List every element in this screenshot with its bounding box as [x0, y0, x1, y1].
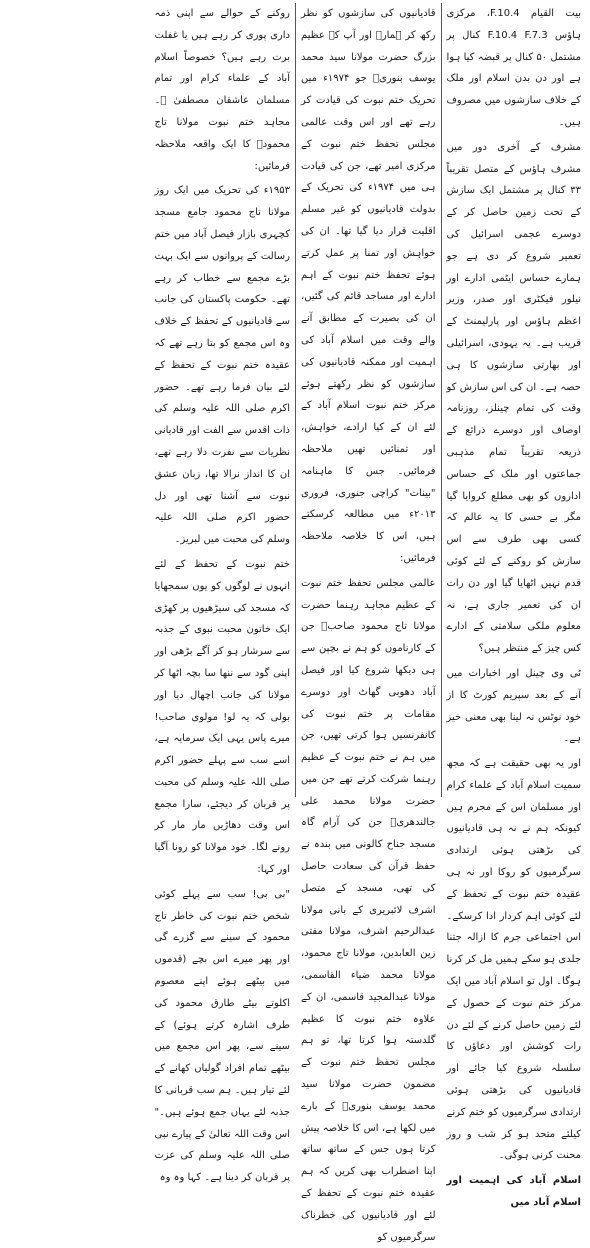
paragraph: ٹی وی چینل اور اخبارات میں آنے کے بعد سپریم کورٹ کا از خود نوٹس نہ لینا بھی معنی خیز ہے۔	[446, 667, 581, 745]
paragraph: مشرف کے آخری دور میں مشرف ہاؤس کے متصل تقریباً ۳۳ کنال پر مشتمل ایک سازش کے تحت زمین حاصل کر کے دوسرے عجمی اسرائیل کی تعمیر شروع کر دی ہے جو ہمارے حساس ایٹمی ادارے اور نیلور فیکٹری اور صدر، وزیر اعظم ہاؤس اور پارلیمنٹ کے قریب ہے۔ یہ یہودی، اسرائیلی اور بھارتی سازشوں کا ہی حصہ ہے۔ ان کی اس سازش کو وقت کی تمام چینلز، روزنامہ اوصاف اور دوسرے ذرائع کے ذریعہ تقریباً تمام مذہبی جماعتوں اور ملک کے حساس اداروں کو بھی مطلع کروایا گیا مگر بے حسی کا یہ عالم کہ کسی بھی طرف سے اس سازش کو روکنے کے لئے کوئی قدم نہیں اٹھایا گیا اور دن رات ان کی تعمیر جاری ہے، نہ معلوم ملکی سلامتی کے ادارے کس چیز کے منتظر ہیں؟	[446, 141, 581, 655]
paragraph: "بی بی! سب سے پہلے کوئی شخص ختم نبوت کی خاطر تاج محمود کے سینے سے گزرے گی اور پھر میرے اس بچے (قدموں میں بیٹھے ہوئے اپنے معصوم اکلوتے بیٹے طارق محمود کی طرف اشارہ کرتے ہوئے) کے سینے سے، پھر اس مجمع میں بیٹھے تمام افراد گولیاں کھانے کے لئے تیار ہیں۔ ہم سب قربانی کا جذبہ لئے یہاں جمع ہوئے ہیں۔" اس وقت اللہ تعالیٰ کے پیارے نبی صلی اللہ علیہ وسلم کی عزت پر قربان کر دینا ہے۔ کہا وہ وہ	[154, 888, 290, 1184]
section-heading: اسلام آباد کی اہمیت اور اسلام آباد میں	[446, 1175, 581, 1209]
paragraph: ۱۹۵۳ء کی تحریک میں ایک روز مولانا تاج محمود جامع مسجد کچہری بازار فیصل آباد میں ختم رسالت کے پروانوں سے ایک بہت بڑے مجمع سے خطاب کر رہے تھے۔ حکومت پاکستان کی جانب سے قادیانیوں کے تحفظ کے خلاف وہ اس مجمع کو بتا رہے تھے کہ عقیدہ ختم نبوت کے تحفظ کے لئے بیان فرما رہے تھے۔ حضور اکرم صلی اللہ علیہ وسلم کی ذات اقدس سے الفت اور قادیانی نظریات سے نفرت دلا رہے تھے، ان کا انداز نرالا تھا، زبان عشق نبوت سے آشنا تھی اور دل حضور اکرم صلی اللہ علیہ وسلم کی محبت میں لبریز۔	[154, 185, 290, 546]
paragraph: بیت القیام F.10.4، مرکزی ہاؤس F.10.4 F.7.3 کنال پر مشتمل ۵۰ کنال پر قبضہ کیا ہوا ہے اور دن بدن اسلام اور ملک کے خلاف سازشوں میں مصروف ہیں۔	[446, 8, 582, 128]
paragraph: روکنے کے حوالے سے اپنی ذمہ داری پوری کر رہے ہیں یا غفلت برت رہے ہیں؟ خصوصاً اسلام آباد کے علماء کرام اور تمام مسلمان عاشقان مصطفیٰ ﷺ۔ مجاہد ختم نبوت مولانا تاج محمودؒ کا ایک واقعہ ملاحظہ فرمائیں:	[154, 8, 290, 172]
paragraph: ختم نبوت کے تحفظ کے لئے انہوں نے لوگوں کو یوں سمجھایا کہ مسجد کی سیڑھیوں پر کھڑی ایک خاتون محبت نبوی کے جذبہ سے سرشار ہو کر آگے بڑھی اور اپنی گود سے ننھا سا بچہ اٹھا کر مولانا کی جانب اچھال دیا اور بولی کہ یہ لو! مولوی صاحب! میرے پاس یہی ایک سرمایہ ہے، اسے سب سے پہلے حضور اکرم صلی اللہ علیہ وسلم کی محبت پر قربان کر دیجئے، سارا مجمع اس وقت دھاڑیں مار مار کر رونے لگا۔ خود مولانا کو رونا آگیا اور کہا:	[154, 558, 290, 876]
article-column-middle	[295, 3, 441, 1243]
newspaper-page	[4, 3, 586, 1243]
article-column-left	[150, 3, 296, 1184]
paragraph: عالمی مجلس تحفظ ختم نبوت کے عظیم مجاہد رہنما حضرت مولانا تاج محمود صاحبؒ جن کے کارناموں کو ہم نے بچپن سے ہی دیکھا شروع کیا اور فیصل آباد دھوبی گھاٹ اور دوسرے مقامات پر ختم نبوت کی کانفرنسیں ہوا کرتی تھیں، جن میں ہم نے ختم نبوت کے عظیم رہنما شرکت کرتے تھے جن میں حضرت مولانا محمد علی جالندھریؒ جن کی آرام گاہ مسجد جناح کالونی میں بندہ نے حفظ قرآن کی سعادت حاصل کی تھی، مسجد کے متصل اشرف لائبریری کے بانی مولانا عبدالرحیم اشرف، مولانا مفتی زین العابدین، مولانا تاج محمود، مولانا محمد ضیاء القاسمی، مولانا عبدالمجید قاسمی، ان کے علاوہ ختم نبوت کا عظیم گلدستہ ہوا کرتا تھا، تو ہم مجلس تحفظ ختم نبوت کے مضمون حضرت مولانا سید محمد یوسف بنوریؒ کے بارے میں لکھا ہے، اس کا خلاصہ پیش کرتا ہوں جس کے ساتھ ساتھ اپنا اضطراب بھی کریں کہ ہم عقیدہ ختم نبوت کے تحفظ کے لئے اور قادیانیوں کی خطرناک سرگرمیوں کو	[301, 577, 436, 1243]
article-column-right	[441, 3, 587, 1209]
paragraph: قادیانیوں کی سازشوں کو نظر رکھ کر ہمارے اور آپ کے عظیم بزرگ حضرت مولانا سید محمد یوسف بنوریؒ جو ۱۹۷۴ء میں تحریک ختم نبوت کی قیادت کر رہے تھے اور اس وقت عالمی مجلس تحفظ ختم نبوت کے مرکزی امیر تھے، جن کی قیادت ہی میں ۱۹۷۴ء کی تحریک کے بدولت قادیانیوں کو غیر مسلم اقلیت قرار دیا گیا تھا۔ ان کی خواہش اور تمنا پر عمل کرتے ہوئے تحفظ ختم نبوت کے اہم ادارے اور مساجد قائم کی گئیں، ان کی بصیرت کے مطابق آنے والے وقت میں اسلام آباد کی اہمیت اور ممکنہ قادیانیوں کی سازشوں کو نظر رکھتے ہوئے مرکز ختم نبوت اسلام آباد کے لئے ان کے کیا ارادے، خواہش، اور تمنائیں تھیں ملاحظہ فرمائیں۔ جس کا ماہنامہ "بینات" کراچی جنوری، فروری ۲۰۱۳ء میں مطالعہ کرسکتے ہیں، اس کا خلاصہ ملاحظہ فرمائیں:	[301, 8, 436, 564]
paragraph: اور یہ بھی حقیقت ہے کہ مجھ سمیت اسلام آباد کے علماء کرام اور مسلمان اس کے مجرم ہیں کیونکہ ہم نے نہ ہی قادیانیوں کی بڑھتی ہوئی ارتدادی سرگرمیوں کو روکا اور نہ ہی عقیدہ ختم نبوت کے تحفظ کے لئے کوئی اہم کردار ادا کرسکے۔ اس اجتماعی جرم کا ازالہ جتنا جلدی ہو سکے ہمیں مل کر کرنا ہوگا۔ اول تو اسلام آباد میں ایک مرکز ختم نبوت کے حصول کے لئے زمین حاصل کرنے کے لئے دن رات کوشش اور دعاؤں کا سلسلہ شروع کیا جائے اور قادیانیوں کی بڑھتی ہوئی ارتدادی سرگرمیوں کو ختم کرنے کیلئے متحد ہو کر شب و روز محنت کرنی ہوگی۔	[446, 758, 581, 1162]
